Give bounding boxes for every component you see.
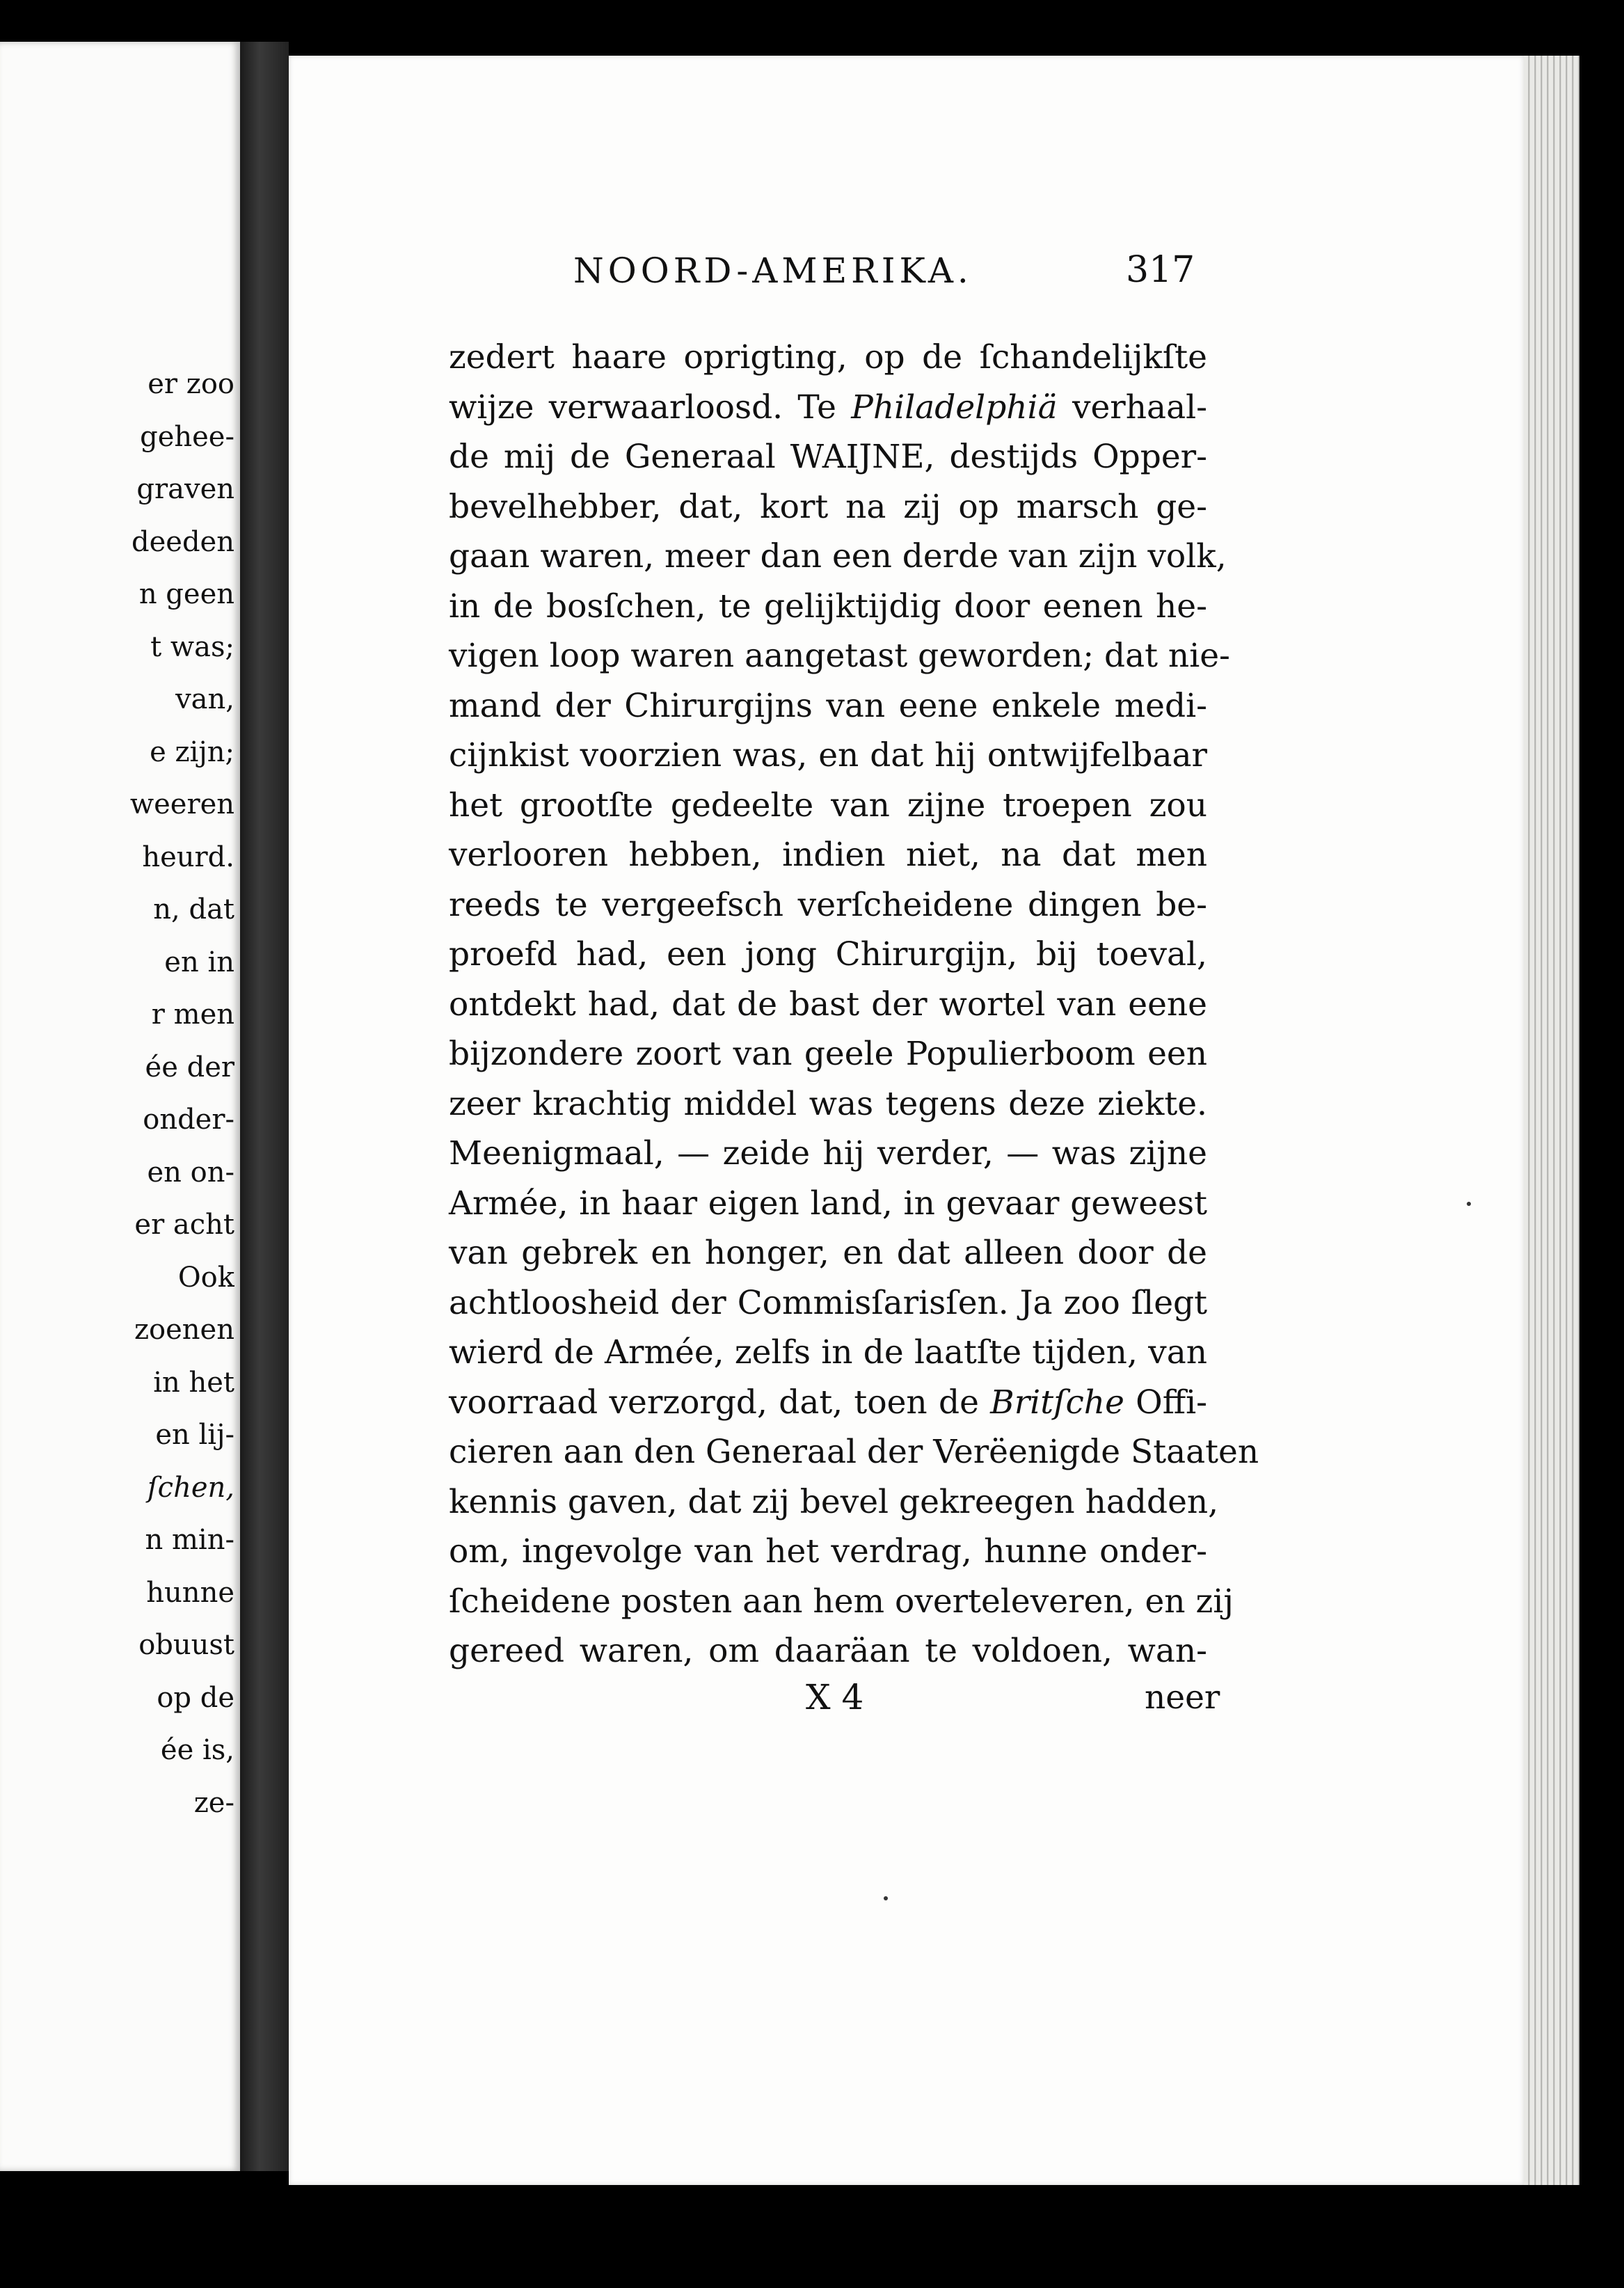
left-line: op de — [157, 1681, 234, 1714]
text-line: zeer krachtig middel was tegens deze ziekte. — [449, 1084, 1207, 1123]
text-line: cijnkist voorzien was, en dat hij ontwijfelbaar — [449, 736, 1207, 774]
text-line: wierd de Armée, zelfs in de laatſte tijden, van — [449, 1333, 1207, 1372]
text-line: Meenigmaal, — zeide hij verder, — was zijne — [449, 1134, 1207, 1173]
text-line: om, ingevolge van het verdrag, hunne onder- — [449, 1532, 1207, 1571]
text-line: reeds te vergeefsch verſcheidene dingen be- — [449, 885, 1207, 924]
left-line: en on- — [147, 1156, 234, 1189]
left-page — [0, 42, 240, 2171]
left-line: ée der — [145, 1051, 234, 1083]
left-page-text — [0, 358, 234, 1829]
left-line: en in — [164, 946, 234, 978]
text-line: bevelhebber, dat, kort na zij op marsch ge- — [449, 487, 1207, 526]
signature-mark: X 4 — [806, 1677, 864, 1717]
paper-speck — [884, 1896, 888, 1900]
body-text — [449, 333, 1259, 1676]
text-line: mand der Chirurgijns van eene enkele medi- — [449, 686, 1207, 725]
left-line: van, — [175, 683, 234, 715]
left-line: graven — [136, 473, 234, 505]
left-line: obuust — [138, 1629, 234, 1661]
left-line: er acht — [134, 1209, 234, 1241]
left-line: r men — [151, 999, 234, 1031]
book-gutter — [240, 42, 289, 2171]
left-line: weeren — [129, 788, 234, 820]
left-line: Ook — [177, 1261, 234, 1294]
text-line: de mij de Generaal WAIJNE, destijds Opper- — [449, 438, 1207, 476]
page-number: 317 — [1126, 249, 1195, 291]
left-line: n geen — [138, 578, 234, 610]
catchword: neer — [1145, 1678, 1220, 1717]
text-line: ontdekt had, dat de bast der wortel van eene — [449, 985, 1207, 1024]
text-line: voorraad verzorgd, dat, toen de Britſche Offi- — [449, 1383, 1207, 1422]
text-line: gaan waren, meer dan een derde van zijn volk, — [449, 537, 1227, 575]
left-line: er zoo — [148, 368, 234, 400]
text-line: van gebrek en honger, en dat alleen door de — [449, 1234, 1207, 1272]
left-line: n min- — [145, 1524, 234, 1556]
text-line: wijze verwaarloosd. Te Philadelphiä verhaal- — [449, 388, 1208, 427]
left-line: n, dat — [153, 893, 234, 925]
text-line: proefd had, een jong Chirurgijn, bij toeval, — [449, 935, 1207, 974]
text-line: vigen loop waren aangetast geworden; dat nie- — [449, 637, 1230, 675]
left-line: in het — [153, 1366, 234, 1399]
text-line: verlooren hebben, indien niet, na dat men — [449, 836, 1207, 874]
left-line: e zijn; — [150, 736, 234, 768]
left-line: hunne — [146, 1576, 234, 1609]
left-line: ée is, — [160, 1734, 234, 1766]
text-line: zedert haare oprigting, op de ſchandelijkſte — [449, 338, 1207, 376]
left-line: gehee- — [140, 420, 234, 453]
left-line: ſchen, — [147, 1471, 234, 1504]
running-head: NOORD-AMERIKA. — [573, 251, 973, 291]
left-line: deeden — [132, 525, 234, 558]
page-edges — [1524, 56, 1579, 2185]
text-line: in de bosſchen, te gelijktijdig door eenen he- — [449, 587, 1207, 626]
text-line: bijzondere zoort van geele Populierboom een — [449, 1035, 1207, 1073]
text-line: ſcheidene posten aan hem overteleveren, en zij — [449, 1582, 1234, 1621]
text-line: achtloosheid der Commisſarisſen. Ja zoo ſlegt — [449, 1283, 1207, 1322]
left-line: t was; — [150, 630, 234, 663]
text-line: cieren aan den Generaal der Verëenigde Staaten — [449, 1433, 1259, 1471]
text-line: Armée, in haar eigen land, in gevaar geweest — [449, 1184, 1207, 1223]
text-line: kennis gaven, dat zij bevel gekreegen hadden, — [449, 1482, 1219, 1521]
text-line: het grootſte gedeelte van zijne troepen zou — [449, 786, 1207, 825]
left-line: heurd. — [142, 841, 234, 873]
paper-speck — [1467, 1202, 1471, 1206]
left-line: en lij- — [155, 1419, 234, 1451]
text-line: gereed waren, om daaräan te voldoen, wan- — [449, 1632, 1207, 1670]
left-line: zoenen — [134, 1314, 234, 1346]
left-line: onder- — [143, 1104, 234, 1136]
left-line: ze- — [193, 1786, 234, 1819]
